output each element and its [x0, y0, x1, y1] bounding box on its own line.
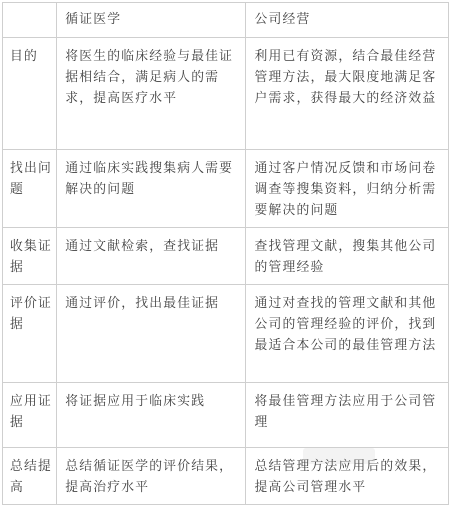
business-cell: 通过对查找的管理文献和其他公司的管理经验的评价，找到最适合本公司的最佳管理方法	[246, 285, 449, 383]
table-row-summarize-improve	[3, 448, 449, 505]
table-row-find-problem	[3, 150, 449, 228]
row-label: 收集证据	[3, 228, 57, 285]
business-cell: 总结管理方法应用后的效果，提高公司管理水平	[246, 448, 449, 505]
row-label: 评价证据	[3, 285, 57, 383]
medicine-cell: 通过评价，找出最佳证据	[57, 285, 246, 383]
table-header-row	[3, 3, 449, 38]
row-label: 目的	[3, 38, 57, 150]
row-label: 总结提高	[3, 448, 57, 505]
table-row-apply-evidence	[3, 383, 449, 448]
business-cell: 利用已有资源，结合最佳经营管理方法，最大限度地满足客户需求，获得最大的经济效益	[246, 38, 449, 150]
table-row-evaluate-evidence	[3, 285, 449, 383]
row-label: 找出问题	[3, 150, 57, 228]
table-row-purpose	[3, 38, 449, 150]
medicine-cell: 将医生的临床经验与最佳证据相结合，满足病人的需求，提高医疗水平	[57, 38, 246, 150]
table-row-collect-evidence	[3, 228, 449, 285]
medicine-cell: 通过临床实践搜集病人需要解决的问题	[57, 150, 246, 228]
business-cell: 将最佳管理方法应用于公司管理	[246, 383, 449, 448]
header-evidence-based-medicine: 循证医学	[57, 3, 246, 38]
medicine-cell: 将证据应用于临床实践	[57, 383, 246, 448]
row-label: 应用证据	[3, 383, 57, 448]
business-cell: 通过客户情况反馈和市场问卷调查等搜集资料，归纳分析需要解决的问题	[246, 150, 449, 228]
comparison-table	[2, 2, 449, 505]
medicine-cell: 总结循证医学的评价结果，提高治疗水平	[57, 448, 246, 505]
medicine-cell: 通过文献检索，查找证据	[57, 228, 246, 285]
header-empty-cell	[3, 3, 57, 38]
business-cell: 查找管理文献，搜集其他公司的管理经验	[246, 228, 449, 285]
header-company-operations: 公司经营	[246, 3, 449, 38]
watermark-overlay	[303, 448, 375, 464]
